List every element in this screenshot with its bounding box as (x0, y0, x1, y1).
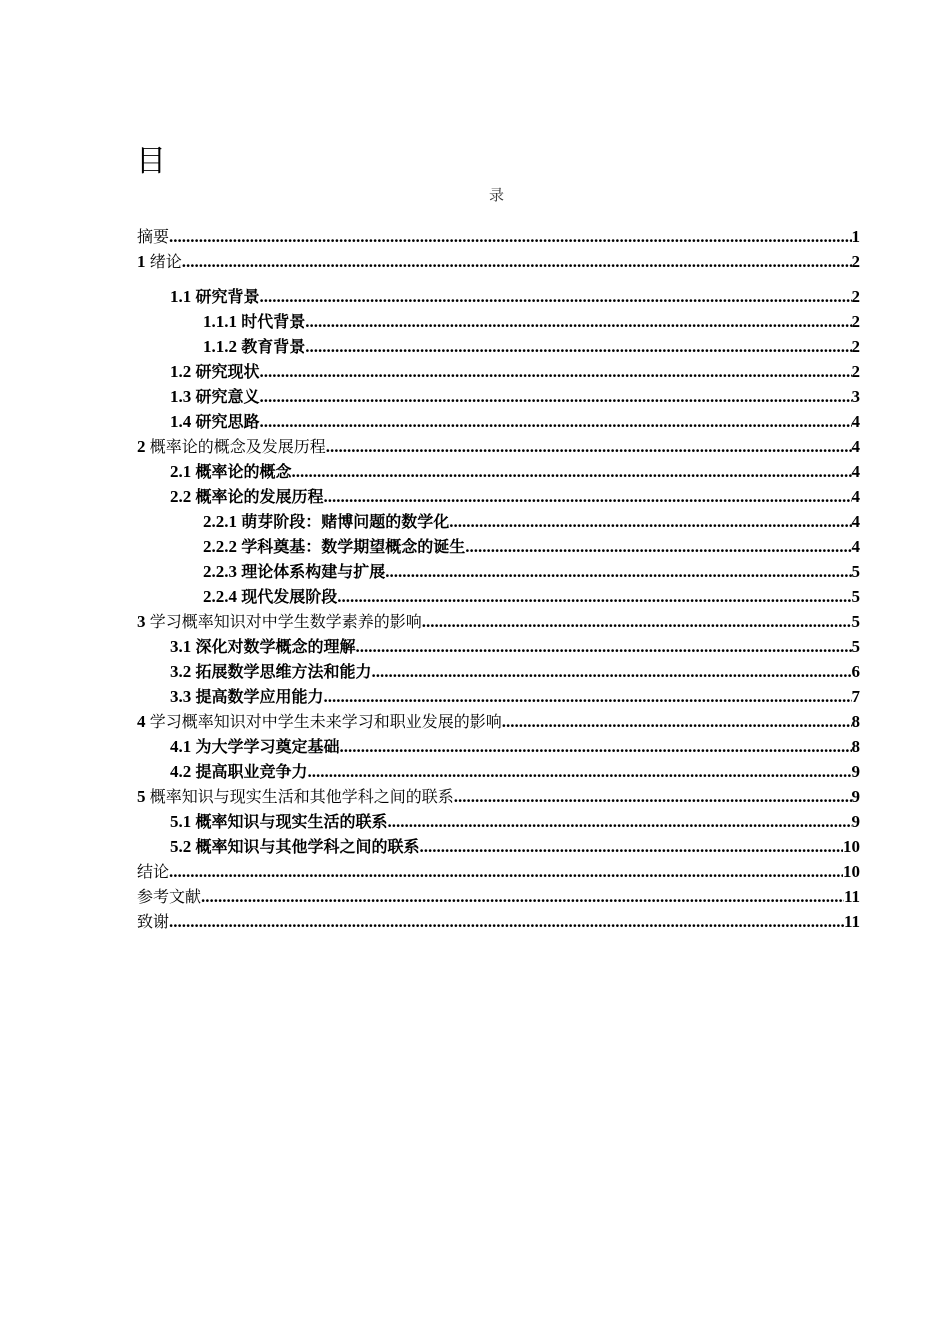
toc-dot-leader (324, 484, 852, 509)
toc-dot-leader (385, 559, 851, 584)
toc-dot-leader (182, 249, 852, 274)
toc-entry-label (137, 434, 326, 459)
toc-entry-text: 研究现状 (195, 362, 260, 381)
toc-entry-text: 学科奠基：数学期望概念的诞生 (241, 537, 466, 556)
toc-entry[interactable] (137, 284, 860, 309)
toc-entry[interactable] (137, 309, 860, 334)
toc-entry-page-number: 11 (843, 887, 860, 906)
toc-entry[interactable] (137, 249, 860, 274)
toc-entry-page-number: 10 (843, 837, 860, 856)
toc-entry-label (137, 884, 201, 909)
toc-entry[interactable] (137, 834, 860, 859)
toc-entry-number: 3 (137, 612, 150, 631)
toc-dot-leader (292, 459, 852, 484)
toc-entry-label (203, 509, 449, 534)
toc-entry[interactable] (137, 609, 860, 634)
toc-entry-label (170, 409, 260, 434)
toc-entry-label (137, 709, 502, 734)
toc-entry-page-number: 4 (851, 537, 860, 556)
toc-entry-label (137, 609, 422, 634)
toc-entry-number: 1.1 (170, 287, 196, 306)
toc-entry[interactable] (137, 684, 860, 709)
toc-entry[interactable] (137, 559, 860, 584)
toc-entry[interactable] (137, 709, 860, 734)
toc-entry[interactable] (137, 484, 860, 509)
toc-dot-leader (169, 909, 844, 934)
toc-entry-number: 3.3 (170, 687, 196, 706)
toc-entry-label (203, 309, 305, 334)
toc-entry-page-number: 5 (851, 562, 860, 581)
toc-entry-label (170, 659, 372, 684)
toc-entry[interactable] (137, 224, 860, 249)
toc-entry-label (170, 759, 308, 784)
toc-entry-text: 研究意义 (195, 387, 260, 406)
toc-entry-page-number: 9 (851, 812, 860, 831)
toc-entry-label (203, 584, 337, 609)
toc-dot-leader (305, 334, 851, 359)
toc-entry-label (170, 284, 260, 309)
toc-entry-page-number: 9 (851, 762, 860, 781)
toc-entry[interactable] (137, 884, 860, 909)
toc-entry[interactable] (137, 659, 860, 684)
toc-entry-label (137, 224, 169, 249)
toc-entry-page-number: 4 (851, 437, 860, 456)
toc-entry-page-number: 5 (851, 612, 860, 631)
toc-entry-text: 现代发展阶段 (241, 587, 338, 606)
toc-entry-text: 绪论 (149, 252, 182, 271)
toc-entry-label (170, 684, 324, 709)
toc-entry[interactable] (137, 409, 860, 434)
toc-dot-leader (326, 434, 852, 459)
toc-entry-number: 1.4 (170, 412, 196, 431)
toc-dot-leader (324, 684, 852, 709)
toc-dot-leader (465, 534, 851, 559)
toc-entry-text: 提高数学应用能力 (195, 687, 324, 706)
toc-dot-leader (372, 659, 852, 684)
toc-dot-leader (308, 759, 852, 784)
toc-entry[interactable] (137, 809, 860, 834)
toc-entry-text: 概率知识与现实生活的联系 (195, 812, 388, 831)
toc-entry-page-number: 2 (851, 337, 860, 356)
toc-entry-number: 5 (137, 787, 150, 806)
toc-entry-label (170, 359, 260, 384)
toc-entry-label (203, 559, 385, 584)
toc-entry-label (137, 249, 182, 274)
toc-entry-label (137, 909, 169, 934)
toc-entry-text: 研究背景 (195, 287, 260, 306)
toc-dot-leader (169, 224, 851, 249)
toc-entry-text: 致谢 (137, 912, 170, 931)
toc-dot-leader (305, 309, 851, 334)
toc-entry-page-number: 8 (851, 737, 860, 756)
toc-entry-page-number: 5 (851, 587, 860, 606)
toc-entry[interactable] (137, 909, 860, 934)
toc-entry-text: 为大学学习奠定基础 (195, 737, 340, 756)
toc-dot-leader (356, 634, 852, 659)
toc-entry-page-number: 5 (851, 637, 860, 656)
toc-entry-page-number: 2 (851, 362, 860, 381)
toc-entry-number: 4.1 (170, 737, 196, 756)
toc-entry-number: 2.2.2 (203, 537, 242, 556)
toc-entry-number: 5.2 (170, 837, 196, 856)
toc-entry-number: 2.2.1 (203, 512, 242, 531)
toc-entry-label (170, 634, 356, 659)
toc-entry-page-number: 3 (851, 387, 860, 406)
toc-entry[interactable] (137, 384, 860, 409)
toc-dot-leader (454, 784, 852, 809)
toc-entry[interactable] (137, 784, 860, 809)
toc-entry-text: 概率知识与其他学科之间的联系 (195, 837, 420, 856)
toc-entry-text: 概率论的概念 (195, 462, 292, 481)
toc-entry-number: 2 (137, 437, 150, 456)
toc-entry[interactable] (137, 534, 860, 559)
toc-entry-text: 参考文献 (137, 887, 202, 906)
toc-entry-text: 提高职业竞争力 (195, 762, 308, 781)
toc-entry-number: 4 (137, 712, 150, 731)
toc-entry-number: 5.1 (170, 812, 196, 831)
toc-entry-page-number: 2 (851, 312, 860, 331)
toc-entry-text: 教育背景 (241, 337, 306, 356)
toc-dot-leader (420, 834, 843, 859)
toc-entry-number: 1 (137, 252, 150, 271)
table-of-contents (137, 224, 860, 934)
toc-entry-text: 概率论的发展历程 (195, 487, 324, 506)
toc-entry[interactable] (137, 509, 860, 534)
toc-entry-label (170, 384, 260, 409)
toc-dot-leader (388, 809, 852, 834)
toc-entry-number: 1.3 (170, 387, 196, 406)
toc-dot-leader (340, 734, 852, 759)
toc-dot-leader (260, 409, 852, 434)
toc-entry-text: 理论体系构建与扩展 (241, 562, 386, 581)
toc-entry-number: 1.2 (170, 362, 196, 381)
toc-entry-label (170, 809, 388, 834)
toc-entry-page-number: 8 (851, 712, 860, 731)
toc-entry-text: 时代背景 (241, 312, 306, 331)
toc-entry-page-number: 4 (851, 462, 860, 481)
toc-entry-page-number: 1 (851, 227, 860, 246)
toc-entry-page-number: 6 (851, 662, 860, 681)
toc-entry[interactable] (137, 859, 860, 884)
toc-entry-label (170, 459, 292, 484)
toc-entry-label (137, 784, 454, 809)
toc-entry-number: 2.1 (170, 462, 196, 481)
toc-entry-page-number: 2 (851, 287, 860, 306)
toc-entry-number: 1.1.1 (203, 312, 242, 331)
toc-title-second-char: 录 (489, 186, 505, 204)
toc-entry-number: 2.2.4 (203, 587, 242, 606)
toc-entry-page-number: 10 (843, 862, 860, 881)
toc-entry-number: 2.2.3 (203, 562, 242, 581)
toc-entry-number: 4.2 (170, 762, 196, 781)
toc-entry-number: 1.1.2 (203, 337, 242, 356)
toc-entry-text: 研究思路 (195, 412, 260, 431)
toc-entry-page-number: 2 (851, 252, 860, 271)
toc-dot-leader (337, 584, 851, 609)
toc-dot-leader (422, 609, 852, 634)
toc-entry-label (170, 734, 340, 759)
toc-dot-leader (260, 359, 852, 384)
toc-dot-leader (260, 284, 852, 309)
toc-entry-page-number: 4 (851, 412, 860, 431)
toc-entry-text: 深化对数学概念的理解 (195, 637, 356, 656)
toc-title-first-char: 目 (136, 144, 166, 179)
toc-entry-page-number: 11 (843, 912, 860, 931)
toc-entry-number: 3.2 (170, 662, 196, 681)
toc-entry-label (203, 534, 465, 559)
toc-dot-leader (502, 709, 852, 734)
toc-entry[interactable] (137, 634, 860, 659)
toc-entry[interactable] (137, 584, 860, 609)
toc-entry-text: 概率知识与现实生活和其他学科之间的联系 (149, 787, 454, 806)
toc-entry[interactable] (137, 434, 860, 459)
toc-entry[interactable] (137, 359, 860, 384)
toc-entry-page-number: 4 (851, 487, 860, 506)
toc-entry-text: 学习概率知识对中学生数学素养的影响 (149, 612, 422, 631)
toc-dot-leader (201, 884, 844, 909)
toc-entry-label (170, 834, 420, 859)
toc-entry-page-number: 4 (851, 512, 860, 531)
toc-dot-leader (260, 384, 852, 409)
toc-dot-leader (449, 509, 851, 534)
toc-entry-number: 3.1 (170, 637, 196, 656)
toc-entry[interactable] (137, 334, 860, 359)
toc-entry[interactable] (137, 734, 860, 759)
toc-entry-text: 摘要 (137, 227, 170, 246)
toc-entry-text: 萌芽阶段：赌博问题的数学化 (241, 512, 450, 531)
toc-entry-page-number: 9 (851, 787, 860, 806)
toc-entry-label (170, 484, 324, 509)
toc-entry[interactable] (137, 459, 860, 484)
toc-entry-text: 学习概率知识对中学生未来学习和职业发展的影响 (149, 712, 502, 731)
toc-entry-page-number: 7 (851, 687, 860, 706)
toc-entry-label (203, 334, 305, 359)
toc-entry-label (137, 859, 169, 884)
toc-dot-leader (169, 859, 843, 884)
toc-entry-text: 结论 (137, 862, 170, 881)
toc-entry-number: 2.2 (170, 487, 196, 506)
toc-entry-text: 概率论的概念及发展历程 (149, 437, 326, 456)
toc-entry[interactable] (137, 759, 860, 784)
toc-entry-text: 拓展数学思维方法和能力 (195, 662, 372, 681)
